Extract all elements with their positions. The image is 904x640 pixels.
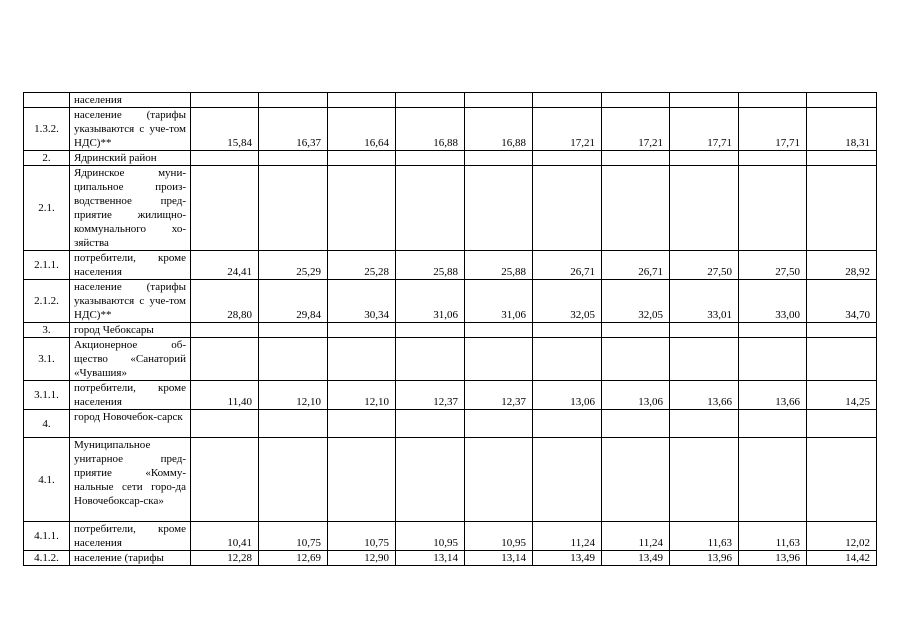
tariff-value-cell: 34,70 bbox=[807, 280, 877, 323]
tariff-value-cell: 13,49 bbox=[533, 551, 602, 566]
tariff-value-cell: 31,06 bbox=[396, 280, 465, 323]
tariff-value-cell bbox=[328, 93, 396, 108]
tariff-value-cell: 33,01 bbox=[670, 280, 739, 323]
row-number: 1.3.2. bbox=[24, 108, 70, 151]
tariff-value-cell bbox=[670, 410, 739, 438]
tariff-value-cell: 12,02 bbox=[807, 522, 877, 551]
tariff-value-cell bbox=[739, 438, 807, 522]
tariff-value-cell: 12,37 bbox=[396, 381, 465, 410]
tariff-value-cell bbox=[533, 151, 602, 166]
tariff-value-cell: 13,66 bbox=[670, 381, 739, 410]
row-number: 4.1.2. bbox=[24, 551, 70, 566]
tariff-value-cell bbox=[602, 410, 670, 438]
tariff-value-cell: 12,90 bbox=[328, 551, 396, 566]
row-name: город Чебоксары bbox=[70, 323, 191, 338]
tariff-value-cell: 13,06 bbox=[533, 381, 602, 410]
tariff-value-cell bbox=[533, 338, 602, 381]
tariff-value-cell: 28,80 bbox=[191, 280, 259, 323]
tariff-value-cell bbox=[465, 93, 533, 108]
tariff-value-cell: 12,28 bbox=[191, 551, 259, 566]
tariff-value-cell: 17,71 bbox=[739, 108, 807, 151]
table-row bbox=[24, 338, 877, 381]
tariff-table bbox=[23, 92, 877, 566]
tariff-value-cell bbox=[259, 93, 328, 108]
tariff-value-cell bbox=[328, 323, 396, 338]
tariff-value-cell: 32,05 bbox=[533, 280, 602, 323]
tariff-value-cell: 24,41 bbox=[191, 251, 259, 280]
tariff-value-cell bbox=[259, 438, 328, 522]
tariff-value-cell: 16,88 bbox=[396, 108, 465, 151]
tariff-value-cell bbox=[739, 338, 807, 381]
tariff-value-cell: 32,05 bbox=[602, 280, 670, 323]
table-row bbox=[24, 166, 877, 251]
tariff-value-cell bbox=[191, 410, 259, 438]
table-row bbox=[24, 93, 877, 108]
row-name: потребители, кроме населения bbox=[70, 522, 191, 551]
tariff-value-cell: 17,71 bbox=[670, 108, 739, 151]
tariff-value-cell: 12,69 bbox=[259, 551, 328, 566]
row-number: 4.1.1. bbox=[24, 522, 70, 551]
tariff-value-cell: 13,06 bbox=[602, 381, 670, 410]
tariff-value-cell: 11,24 bbox=[602, 522, 670, 551]
tariff-value-cell bbox=[533, 438, 602, 522]
tariff-value-cell bbox=[533, 166, 602, 251]
row-number: 3.1.1. bbox=[24, 381, 70, 410]
tariff-value-cell: 29,84 bbox=[259, 280, 328, 323]
row-name: потребители, кроме населения bbox=[70, 251, 191, 280]
row-name: Ядринское муни-ципальное произ-водственное пред-приятие жилищно-коммунального хо-зяйства bbox=[70, 166, 191, 251]
tariff-value-cell bbox=[396, 151, 465, 166]
tariff-value-cell: 15,84 bbox=[191, 108, 259, 151]
row-number: 2.1.2. bbox=[24, 280, 70, 323]
tariff-value-cell bbox=[670, 438, 739, 522]
tariff-value-cell: 16,64 bbox=[328, 108, 396, 151]
tariff-value-cell bbox=[807, 93, 877, 108]
table-row bbox=[24, 381, 877, 410]
tariff-value-cell: 30,34 bbox=[328, 280, 396, 323]
tariff-value-cell bbox=[465, 166, 533, 251]
tariff-value-cell: 16,37 bbox=[259, 108, 328, 151]
tariff-value-cell bbox=[396, 338, 465, 381]
tariff-value-cell: 25,88 bbox=[396, 251, 465, 280]
tariff-value-cell bbox=[259, 151, 328, 166]
tariff-value-cell: 13,96 bbox=[739, 551, 807, 566]
tariff-value-cell bbox=[807, 323, 877, 338]
row-number: 3. bbox=[24, 323, 70, 338]
tariff-value-cell bbox=[465, 151, 533, 166]
tariff-value-cell: 25,88 bbox=[465, 251, 533, 280]
tariff-value-cell: 10,41 bbox=[191, 522, 259, 551]
tariff-value-cell: 10,75 bbox=[328, 522, 396, 551]
tariff-value-cell: 12,37 bbox=[465, 381, 533, 410]
tariff-value-cell bbox=[602, 438, 670, 522]
tariff-value-cell bbox=[533, 93, 602, 108]
tariff-value-cell bbox=[739, 151, 807, 166]
tariff-value-cell: 26,71 bbox=[602, 251, 670, 280]
tariff-value-cell: 31,06 bbox=[465, 280, 533, 323]
tariff-value-cell: 27,50 bbox=[739, 251, 807, 280]
row-number: 3.1. bbox=[24, 338, 70, 381]
table-row bbox=[24, 151, 877, 166]
tariff-value-cell bbox=[396, 323, 465, 338]
tariff-value-cell: 12,10 bbox=[328, 381, 396, 410]
tariff-value-cell: 17,21 bbox=[602, 108, 670, 151]
tariff-value-cell: 11,24 bbox=[533, 522, 602, 551]
tariff-value-cell bbox=[807, 166, 877, 251]
tariff-value-cell bbox=[670, 93, 739, 108]
tariff-value-cell: 25,29 bbox=[259, 251, 328, 280]
tariff-value-cell bbox=[670, 166, 739, 251]
tariff-value-cell bbox=[259, 166, 328, 251]
tariff-value-cell bbox=[328, 151, 396, 166]
tariff-value-cell bbox=[191, 93, 259, 108]
tariff-value-cell: 13,66 bbox=[739, 381, 807, 410]
tariff-value-cell: 11,63 bbox=[670, 522, 739, 551]
tariff-value-cell bbox=[465, 410, 533, 438]
tariff-value-cell: 26,71 bbox=[533, 251, 602, 280]
table-row bbox=[24, 280, 877, 323]
tariff-value-cell bbox=[396, 166, 465, 251]
tariff-value-cell: 10,95 bbox=[465, 522, 533, 551]
tariff-value-cell: 10,95 bbox=[396, 522, 465, 551]
row-number: 4.1. bbox=[24, 438, 70, 522]
tariff-value-cell: 17,21 bbox=[533, 108, 602, 151]
table-row bbox=[24, 551, 877, 566]
row-name: потребители, кроме населения bbox=[70, 381, 191, 410]
tariff-value-cell bbox=[259, 338, 328, 381]
tariff-value-cell bbox=[533, 323, 602, 338]
tariff-value-cell bbox=[396, 410, 465, 438]
row-number bbox=[24, 93, 70, 108]
tariff-value-cell: 25,28 bbox=[328, 251, 396, 280]
row-name: население (тарифы указываются с уче-том НДС)** bbox=[70, 280, 191, 323]
tariff-value-cell: 27,50 bbox=[670, 251, 739, 280]
tariff-value-cell bbox=[465, 338, 533, 381]
tariff-value-cell: 10,75 bbox=[259, 522, 328, 551]
tariff-value-cell: 13,96 bbox=[670, 551, 739, 566]
tariff-value-cell bbox=[739, 323, 807, 338]
tariff-value-cell bbox=[602, 338, 670, 381]
table-row bbox=[24, 438, 877, 522]
tariff-value-cell bbox=[191, 151, 259, 166]
row-name: город Новочебок-сарск bbox=[70, 410, 191, 438]
table-row bbox=[24, 522, 877, 551]
tariff-value-cell: 18,31 bbox=[807, 108, 877, 151]
tariff-value-cell bbox=[259, 323, 328, 338]
table-row bbox=[24, 323, 877, 338]
tariff-value-cell bbox=[191, 166, 259, 251]
table-row bbox=[24, 251, 877, 280]
tariff-value-cell bbox=[533, 410, 602, 438]
table-row bbox=[24, 410, 877, 438]
row-name: Муниципальное унитарное пред-приятие «Комму-нальные сети горо-да Новочебоксар-ска» bbox=[70, 438, 191, 522]
tariff-value-cell: 13,14 bbox=[465, 551, 533, 566]
tariff-value-cell bbox=[807, 410, 877, 438]
tariff-value-cell bbox=[328, 338, 396, 381]
row-name: население (тарифы bbox=[70, 551, 191, 566]
row-name: Ядринский район bbox=[70, 151, 191, 166]
tariff-value-cell bbox=[602, 93, 670, 108]
tariff-value-cell bbox=[396, 93, 465, 108]
tariff-value-cell bbox=[328, 438, 396, 522]
tariff-value-cell: 14,42 bbox=[807, 551, 877, 566]
tariff-value-cell: 13,14 bbox=[396, 551, 465, 566]
tariff-value-cell: 11,63 bbox=[739, 522, 807, 551]
row-name: Акционерное об-щество «Санаторий «Чувашия» bbox=[70, 338, 191, 381]
tariff-value-cell bbox=[191, 323, 259, 338]
tariff-value-cell: 14,25 bbox=[807, 381, 877, 410]
tariff-value-cell bbox=[670, 338, 739, 381]
tariff-value-cell bbox=[191, 438, 259, 522]
tariff-value-cell: 33,00 bbox=[739, 280, 807, 323]
tariff-value-cell bbox=[602, 151, 670, 166]
tariff-value-cell bbox=[465, 438, 533, 522]
tariff-value-cell bbox=[807, 438, 877, 522]
tariff-value-cell bbox=[739, 166, 807, 251]
tariff-value-cell bbox=[259, 410, 328, 438]
tariff-value-cell: 11,40 bbox=[191, 381, 259, 410]
tariff-value-cell: 12,10 bbox=[259, 381, 328, 410]
tariff-value-cell bbox=[396, 438, 465, 522]
tariff-value-cell: 16,88 bbox=[465, 108, 533, 151]
tariff-value-cell bbox=[739, 93, 807, 108]
table-row bbox=[24, 108, 877, 151]
row-number: 2.1. bbox=[24, 166, 70, 251]
tariff-value-cell bbox=[602, 323, 670, 338]
row-number: 2.1.1. bbox=[24, 251, 70, 280]
tariff-value-cell bbox=[465, 323, 533, 338]
tariff-value-cell bbox=[739, 410, 807, 438]
row-number: 4. bbox=[24, 410, 70, 438]
row-name: население (тарифы указываются с уче-том НДС)** bbox=[70, 108, 191, 151]
row-number: 2. bbox=[24, 151, 70, 166]
tariff-value-cell bbox=[191, 338, 259, 381]
tariff-value-cell bbox=[328, 410, 396, 438]
tariff-value-cell bbox=[328, 166, 396, 251]
row-name: населения bbox=[70, 93, 191, 108]
tariff-value-cell bbox=[807, 338, 877, 381]
tariff-value-cell: 13,49 bbox=[602, 551, 670, 566]
tariff-value-cell: 28,92 bbox=[807, 251, 877, 280]
tariff-value-cell bbox=[602, 166, 670, 251]
tariff-value-cell bbox=[670, 151, 739, 166]
tariff-value-cell bbox=[670, 323, 739, 338]
tariff-value-cell bbox=[807, 151, 877, 166]
